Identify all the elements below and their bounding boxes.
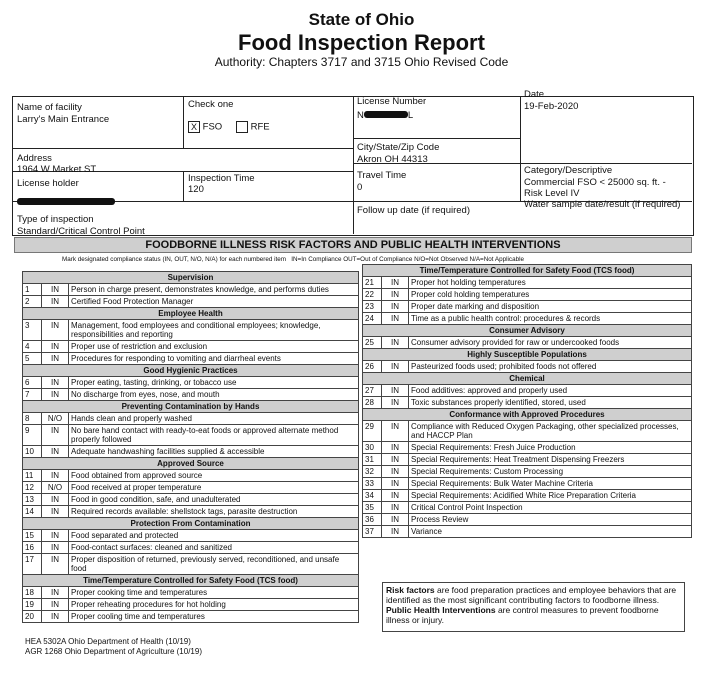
item-number: 30 [363,442,382,454]
compliance-status[interactable]: IN [382,337,409,349]
compliance-status[interactable]: N/O [42,413,69,425]
item-description: Proper reheating procedures for hot holding [69,599,359,611]
followup-label: Follow up date (if required) [357,205,470,216]
section-header-row [363,349,692,361]
item-description: Required records available: shellstock tags, parasite destruction [69,506,359,518]
item-row [363,442,692,454]
item-description: Certified Food Protection Manager [69,296,359,308]
category-line-1: Commercial FSO < 25000 sq. ft. - [524,177,666,188]
item-number: 9 [23,425,42,446]
item-description: Food in good condition, safe, and unadulterated [69,494,359,506]
grid-line [12,148,353,149]
section-header-row [23,272,359,284]
item-row [363,397,692,409]
compliance-status[interactable]: IN [382,490,409,502]
item-description: Adequate handwashing facilities supplied & accessible [69,446,359,458]
item-number: 20 [23,611,42,623]
item-description: Special Requirements: Custom Processing [409,466,692,478]
compliance-status[interactable]: IN [382,313,409,325]
inspection-time-value: 120 [188,184,204,195]
inspection-time-label: Inspection Time [188,173,255,184]
water-sample-label: Water sample date/result (if required) [524,199,681,210]
compliance-status[interactable]: IN [382,454,409,466]
item-description: Proper cooking time and temperatures [69,587,359,599]
item-row [363,313,692,325]
item-row [363,337,692,349]
item-row [363,514,692,526]
item-description: Proper cooling time and temperatures [69,611,359,623]
compliance-status[interactable]: IN [42,341,69,353]
item-description: Proper date marking and disposition [409,301,692,313]
fso-checkbox[interactable]: X [188,121,200,133]
category-line-2: Risk Level IV [524,188,580,199]
item-row [23,377,359,389]
item-description: Person in charge present, demonstrates knowledge, and performs duties [69,284,359,296]
item-number: 23 [363,301,382,313]
item-description: Procedures for responding to vomiting and diarrheal events [69,353,359,365]
item-description: Compliance with Reduced Oxygen Packaging, other specialized processes, and HACCP Plan [409,421,692,442]
section-header: Conformance with Approved Procedures [363,409,692,421]
item-number: 27 [363,385,382,397]
license-number [357,110,413,121]
item-number: 31 [363,454,382,466]
item-row [363,301,692,313]
compliance-status[interactable]: IN [42,353,69,365]
item-row [23,341,359,353]
compliance-status[interactable]: IN [382,361,409,373]
item-number: 24 [363,313,382,325]
item-description: Consumer advisory provided for raw or undercooked foods [409,337,692,349]
grid-line [353,96,354,234]
page-title: Food Inspection Report [238,30,485,55]
item-row [363,454,692,466]
section-header-row [23,575,359,587]
item-row [23,494,359,506]
address-value: 1964 W Market ST [17,164,97,175]
item-row [23,296,359,308]
compliance-status[interactable]: IN [42,470,69,482]
grid-line [183,171,184,201]
item-row [23,554,359,575]
compliance-status[interactable]: IN [382,277,409,289]
license-holder-redacted [17,192,115,210]
item-number: 21 [363,277,382,289]
item-number: 8 [23,413,42,425]
item-number: 5 [23,353,42,365]
compliance-status[interactable]: IN [42,611,69,623]
category-label: Category/Descriptive [524,165,613,176]
state-heading: State of Ohio [308,10,415,29]
section-header: Protection From Contamination [23,518,359,530]
compliance-status[interactable]: IN [382,478,409,490]
compliance-status[interactable]: IN [42,446,69,458]
compliance-status[interactable]: IN [382,397,409,409]
instructions-text: Mark designated compliance status (IN, OUT, N/O, N/A) for each numbered item [62,256,286,263]
grid-line [520,96,521,201]
item-number: 22 [363,289,382,301]
compliance-status[interactable]: IN [42,320,69,341]
item-row [363,466,692,478]
compliance-status[interactable]: IN [42,389,69,401]
compliance-status[interactable]: IN [42,494,69,506]
section-header-row [363,373,692,385]
fso-label: FSO [202,121,223,133]
item-row [23,599,359,611]
item-row [363,478,692,490]
date-label: Date [524,89,545,100]
item-row [23,320,359,341]
item-row [363,289,692,301]
item-description: Toxic substances properly identified, stored, used [409,397,692,409]
city-value: Akron OH 44313 [357,154,428,165]
public-health-term: Public Health Interventions [386,605,496,615]
compliance-status[interactable]: IN [382,466,409,478]
item-number: 17 [23,554,42,575]
section-header-row [23,365,359,377]
city-label: City/State/Zip Code [357,142,440,153]
item-row [23,446,359,458]
rfe-option[interactable] [236,121,270,133]
item-row [23,506,359,518]
facility-name-label: Name of facility [17,102,82,113]
compliance-status[interactable]: IN [382,514,409,526]
item-number: 15 [23,530,42,542]
section-header: Chemical [363,373,692,385]
inspection-date: 19-Feb-2020 [524,101,579,112]
facility-name: Larry's Main Entrance [17,114,110,125]
item-description: Critical Control Point Inspection [409,502,692,514]
notes-box [382,582,685,632]
footer-line-2: AGR 1268 Ohio Department of Agriculture (10/19) [25,647,202,656]
compliance-status[interactable]: IN [42,554,69,575]
compliance-status[interactable]: IN [42,542,69,554]
item-row [23,470,359,482]
compliance-status[interactable]: IN [42,506,69,518]
item-number: 4 [23,341,42,353]
item-description: Proper disposition of returned, previously served, reconditioned, and unsafe food [69,554,359,575]
compliance-status[interactable]: IN [382,385,409,397]
item-number: 35 [363,502,382,514]
section-header-row [23,401,359,413]
section-header: Time/Temperature Controlled for Safety Food (TCS food) [23,575,359,587]
item-row [363,421,692,442]
left-items-table [22,271,359,623]
item-number: 1 [23,284,42,296]
item-description: Food-contact surfaces: cleaned and sanitized [69,542,359,554]
compliance-status[interactable]: IN [382,442,409,454]
item-description: Food received at proper temperature [69,482,359,494]
item-description: Food obtained from approved source [69,470,359,482]
item-number: 3 [23,320,42,341]
grid-line [183,96,184,148]
section-header-row [363,325,692,337]
item-number: 36 [363,514,382,526]
item-row [23,425,359,446]
item-row [363,361,692,373]
section-header-row [23,308,359,320]
item-row [363,490,692,502]
item-row [23,587,359,599]
check-one-label: Check one [188,99,234,110]
item-description: Special Requirements: Bulk Water Machine Criteria [409,478,692,490]
item-row [23,611,359,623]
item-description: Proper use of restriction and exclusion [69,341,359,353]
item-number: 28 [363,397,382,409]
license-number-label: License Number [357,96,427,107]
compliance-status[interactable]: N/O [42,482,69,494]
compliance-status[interactable]: IN [42,284,69,296]
item-number: 11 [23,470,42,482]
compliance-status[interactable]: IN [382,421,409,442]
section-header-row [363,265,692,277]
compliance-status[interactable]: IN [382,502,409,514]
section-header-row [23,518,359,530]
footer-line-1: HEA 5302A Ohio Department of Health (10/19) [25,637,191,646]
item-row [363,385,692,397]
item-description: Hands clean and properly washed [69,413,359,425]
section-header: Employee Health [23,308,359,320]
travel-time-value: 0 [357,182,363,193]
risk-factors-banner: FOODBORNE ILLNESS RISK FACTORS AND PUBLIC HEALTH INTERVENTIONS [14,237,692,253]
inspection-type-label: Type of inspection [17,214,94,225]
compliance-status[interactable]: IN [42,425,69,446]
item-row [23,284,359,296]
section-header: Good Hygienic Practices [23,365,359,377]
item-description: Variance [409,526,692,538]
section-header: Approved Source [23,458,359,470]
item-number: 25 [363,337,382,349]
item-number: 6 [23,377,42,389]
item-description: Food separated and protected [69,530,359,542]
compliance-status[interactable]: IN [42,599,69,611]
item-description: Proper hot holding temperatures [409,277,692,289]
item-number: 33 [363,478,382,490]
address-label: Address [17,153,52,164]
section-header-row [363,409,692,421]
fso-option[interactable] [188,121,222,133]
compliance-status[interactable]: IN [42,377,69,389]
status-legend: IN=In Compliance OUT=Out of Compliance N/O=Not Observed N/A=Not Applicable [291,256,524,263]
item-row [23,413,359,425]
item-description: Special Requirements: Heat Treatment Dispensing Freezers [409,454,692,466]
compliance-status[interactable]: IN [42,530,69,542]
item-number: 29 [363,421,382,442]
public-health-definition: are control measures to prevent foodborne illness or injury. [386,605,659,625]
item-row [23,389,359,401]
item-description: Proper eating, tasting, drinking, or tobacco use [69,377,359,389]
section-header-row [23,458,359,470]
compliance-status[interactable]: IN [42,296,69,308]
item-row [23,530,359,542]
item-number: 10 [23,446,42,458]
item-description: No discharge from eyes, nose, and mouth [69,389,359,401]
item-description: Food additives: approved and properly used [409,385,692,397]
section-header: Supervision [23,272,359,284]
item-number: 32 [363,466,382,478]
compliance-status[interactable]: IN [382,526,409,538]
item-number: 14 [23,506,42,518]
redaction-bar [364,111,408,118]
item-description: Proper cold holding temperatures [409,289,692,301]
item-number: 16 [23,542,42,554]
compliance-status[interactable]: IN [42,587,69,599]
right-items-table [362,264,692,538]
risk-factors-term: Risk factors [386,585,435,595]
risk-factors-definition: are food preparation practices and employee behaviors that are identified as the most significant contributing factors to foodborne illness. [386,585,677,605]
item-description: No bare hand contact with ready-to-eat foods or approved alternate method properly followed [69,425,359,446]
compliance-status[interactable]: IN [382,301,409,313]
section-header: Time/Temperature Controlled for Safety Food (TCS food) [363,265,692,277]
item-number: 19 [23,599,42,611]
item-number: 26 [363,361,382,373]
item-row [23,353,359,365]
rfe-checkbox[interactable] [236,121,248,133]
item-row [363,526,692,538]
section-header: Consumer Advisory [363,325,692,337]
item-number: 13 [23,494,42,506]
license-number-prefix: N [357,110,364,121]
item-number: 18 [23,587,42,599]
item-number: 7 [23,389,42,401]
item-description: Pasteurized foods used; prohibited foods not offered [409,361,692,373]
item-description: Process Review [409,514,692,526]
compliance-status[interactable]: IN [382,289,409,301]
section-header: Highly Susceptible Populations [363,349,692,361]
item-number: 2 [23,296,42,308]
license-holder-label: License holder [17,178,79,189]
item-number: 12 [23,482,42,494]
item-description: Management, food employees and conditional employees; knowledge, responsibilities and reporting [69,320,359,341]
item-description: Special Requirements: Fresh Juice Production [409,442,692,454]
item-row [363,502,692,514]
travel-time-label: Travel Time [357,170,407,181]
inspection-type-value: Standard/Critical Control Point [17,226,145,237]
item-description: Special Requirements: Acidified White Rice Preparation Criteria [409,490,692,502]
section-header: Preventing Contamination by Hands [23,401,359,413]
item-row [23,542,359,554]
grid-line [353,138,520,139]
item-row [23,482,359,494]
instructions-line [62,256,524,263]
redaction-bar [17,198,115,205]
item-number: 34 [363,490,382,502]
item-number: 37 [363,526,382,538]
item-row [363,277,692,289]
rfe-label: RFE [250,121,270,133]
license-number-suffix: L [407,110,414,121]
item-description: Time as a public health control: procedures & records [409,313,692,325]
authority-line: Authority: Chapters 3717 and 3715 Ohio Revised Code [214,55,509,69]
